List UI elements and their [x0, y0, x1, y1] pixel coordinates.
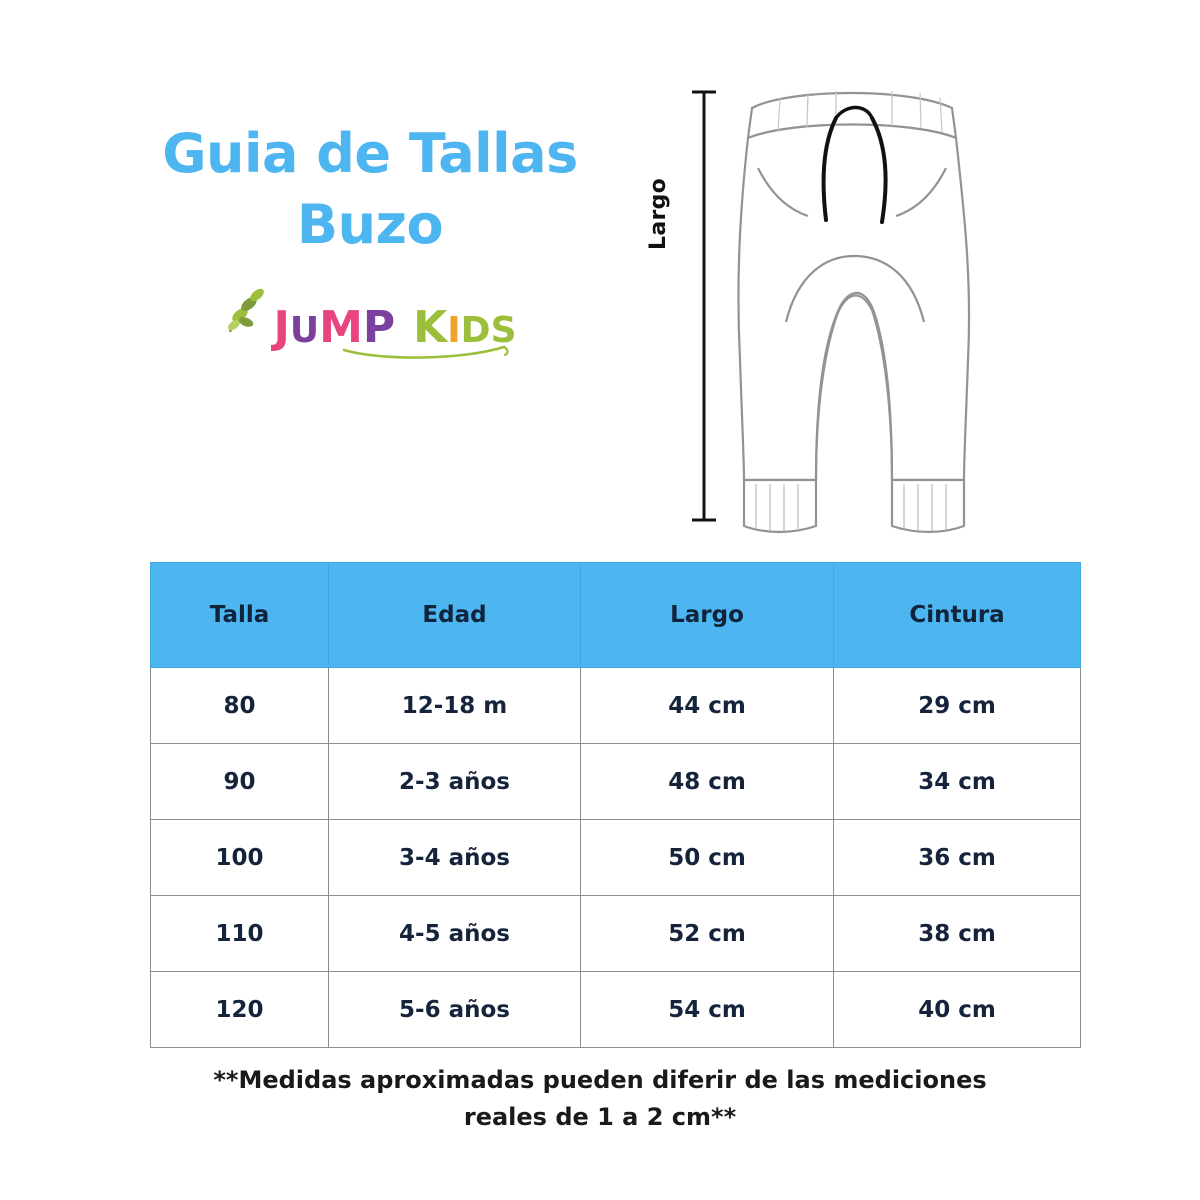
- table-row: [151, 668, 1081, 744]
- cell-largo: 52 cm: [581, 896, 834, 972]
- cell-edad: 12-18 m: [329, 668, 581, 744]
- cell-edad: 5-6 años: [329, 972, 581, 1048]
- cell-cintura: 40 cm: [834, 972, 1081, 1048]
- cell-cintura: 29 cm: [834, 668, 1081, 744]
- cell-largo: 54 cm: [581, 972, 834, 1048]
- column-header-cintura: Cintura: [834, 563, 1081, 668]
- leaf-icon: [224, 284, 270, 340]
- cell-talla: 90: [151, 744, 329, 820]
- column-header-largo: Largo: [581, 563, 834, 668]
- brand-logo: [90, 270, 650, 370]
- cell-edad: 4-5 años: [329, 896, 581, 972]
- table-row: [151, 896, 1081, 972]
- cell-largo: 50 cm: [581, 820, 834, 896]
- footnote-line-1: **Medidas aproximadas pueden diferir de las mediciones: [213, 1066, 987, 1094]
- column-header-talla: Talla: [151, 563, 329, 668]
- logo-letter-d: D: [460, 310, 491, 351]
- header-section: [0, 0, 1200, 545]
- title-line-1: Guia de Tallas: [162, 122, 578, 185]
- table-header-row: [151, 563, 1081, 668]
- page-title: [90, 118, 650, 261]
- table-row: [151, 820, 1081, 896]
- cell-talla: 120: [151, 972, 329, 1048]
- logo-underline-swoosh: [342, 344, 512, 362]
- cell-edad: 2-3 años: [329, 744, 581, 820]
- cell-cintura: 34 cm: [834, 744, 1081, 820]
- cell-largo: 48 cm: [581, 744, 834, 820]
- joggers-diagram: [640, 60, 1060, 540]
- logo-letter-j: J: [273, 302, 290, 353]
- cell-talla: 80: [151, 668, 329, 744]
- title-line-2: Buzo: [296, 193, 444, 257]
- logo-letter-m: M: [319, 302, 363, 353]
- logo-letter-k: K: [413, 302, 448, 353]
- cell-cintura: 38 cm: [834, 896, 1081, 972]
- size-table: [150, 562, 1081, 1048]
- cell-edad: 3-4 años: [329, 820, 581, 896]
- measure-label-largo: Largo: [646, 177, 671, 250]
- logo-letter-p: P: [362, 302, 396, 353]
- footnote-line-2: reales de 1 a 2 cm**: [463, 1103, 737, 1132]
- footnote: [0, 1062, 1200, 1136]
- measure-arrow: [692, 92, 716, 520]
- logo-letter-u: U: [289, 310, 320, 351]
- table-row: [151, 972, 1081, 1048]
- cell-talla: 100: [151, 820, 329, 896]
- table-row: [151, 744, 1081, 820]
- cell-talla: 110: [151, 896, 329, 972]
- cell-largo: 44 cm: [581, 668, 834, 744]
- size-table-container: [150, 562, 1080, 1048]
- logo-letter-i: I: [447, 310, 461, 351]
- column-header-edad: Edad: [329, 563, 581, 668]
- logo-letter-s: S: [490, 310, 517, 351]
- cell-cintura: 36 cm: [834, 820, 1081, 896]
